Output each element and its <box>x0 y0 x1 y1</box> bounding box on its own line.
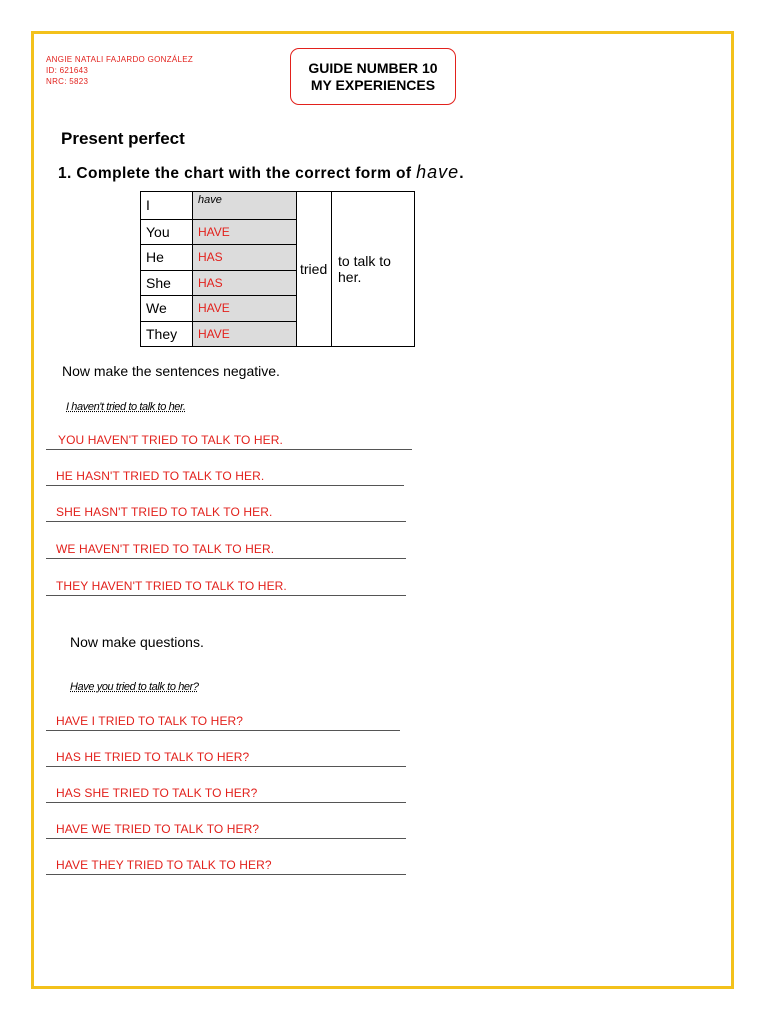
chart-form-answer[interactable]: have <box>193 192 297 220</box>
chart-subject: I <box>141 192 193 220</box>
negative-answer-line[interactable]: THEY HAVEN'T TRIED TO TALK TO HER. <box>46 577 406 596</box>
guide-topic: MY EXPERIENCES <box>310 77 436 93</box>
chart-participle: tried <box>297 192 332 347</box>
student-nrc: NRC: 5823 <box>46 77 89 86</box>
chart-form-answer[interactable]: HAVE <box>193 296 297 322</box>
questions-example: Have you tried to talk to her? <box>70 681 199 693</box>
instruction-suffix: . <box>459 165 464 182</box>
section-title: Present perfect <box>61 129 185 148</box>
guide-title-box <box>290 48 456 105</box>
chart-subject: We <box>141 296 193 322</box>
conjugation-chart <box>140 191 415 347</box>
student-name: ANGIE NATALI FAJARDO GONZÁLEZ <box>46 55 194 64</box>
negative-example: I haven't tried to talk to her. <box>66 401 186 413</box>
chart-subject: You <box>141 219 193 245</box>
chart-subject: She <box>141 270 193 296</box>
chart-form-answer[interactable]: HAVE <box>193 219 297 245</box>
chart-instruction <box>58 162 464 183</box>
chart-form-answer[interactable]: HAS <box>193 245 297 271</box>
chart-row <box>141 192 415 220</box>
negative-answer-line[interactable]: WE HAVEN'T TRIED TO TALK TO HER. <box>46 540 406 559</box>
negative-prompt: Now make the sentences negative. <box>62 363 280 379</box>
questions-prompt: Now make questions. <box>70 634 204 650</box>
guide-number: GUIDE NUMBER 10 <box>308 60 438 76</box>
negative-answer-line[interactable]: HE HASN'T TRIED TO TALK TO HER. <box>46 467 404 486</box>
chart-form-answer[interactable]: HAS <box>193 270 297 296</box>
question-answer-line[interactable]: HAS SHE TRIED TO TALK TO HER? <box>46 784 406 803</box>
chart-complement: to talk to her. <box>332 192 415 347</box>
negative-answer-line[interactable]: YOU HAVEN'T TRIED TO TALK TO HER. <box>46 431 412 450</box>
chart-subject: He <box>141 245 193 271</box>
negative-answer-line[interactable]: SHE HASN'T TRIED TO TALK TO HER. <box>46 503 406 522</box>
instruction-text: 1. Complete the chart with the correct form of <box>58 165 412 182</box>
chart-subject: They <box>141 321 193 347</box>
instruction-verb: have <box>416 162 460 182</box>
question-answer-line[interactable]: HAVE WE TRIED TO TALK TO HER? <box>46 820 406 839</box>
student-info <box>46 54 193 87</box>
question-answer-line[interactable]: HAVE I TRIED TO TALK TO HER? <box>46 712 400 731</box>
student-id: ID: 621643 <box>46 66 89 75</box>
question-answer-line[interactable]: HAVE THEY TRIED TO TALK TO HER? <box>46 856 406 875</box>
chart-form-answer[interactable]: HAVE <box>193 321 297 347</box>
question-answer-line[interactable]: HAS HE TRIED TO TALK TO HER? <box>46 748 406 767</box>
